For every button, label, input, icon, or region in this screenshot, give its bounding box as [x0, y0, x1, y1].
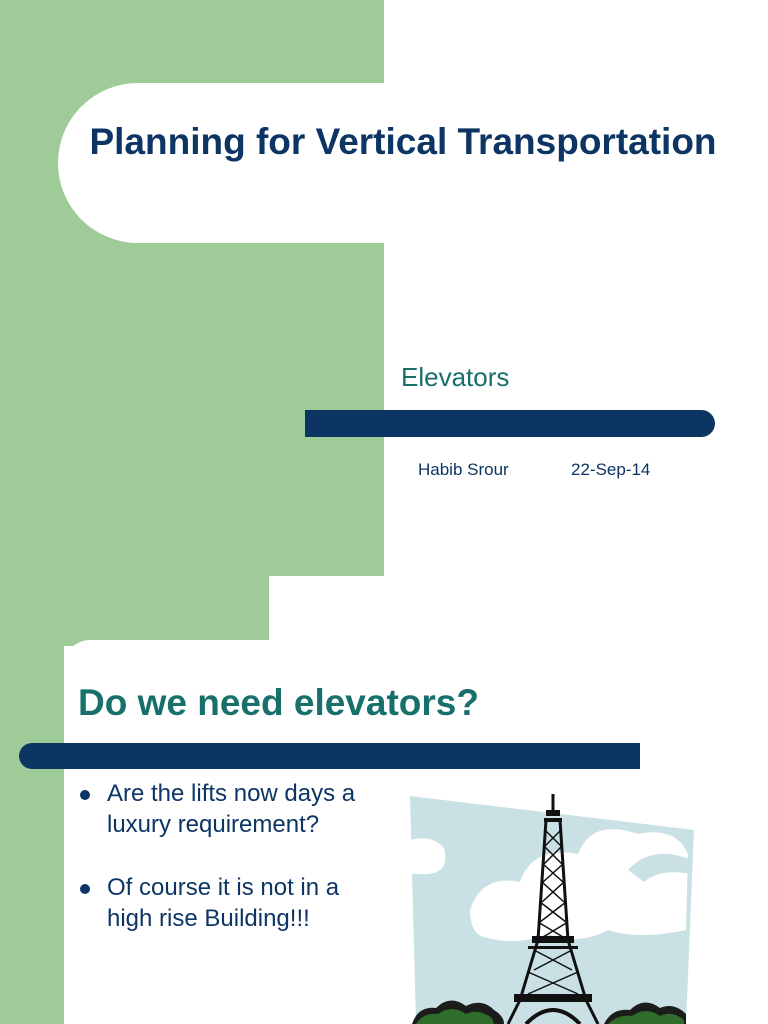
- slide-title: Planning for Vertical Transportation: [89, 121, 717, 162]
- bullet-text: Of course it is not in a high rise Building!!!: [107, 874, 340, 932]
- slide-subtitle: Elevators: [401, 362, 510, 392]
- accent-bar: [305, 410, 715, 437]
- green-left-panel: [0, 576, 64, 1024]
- date-label: 22-Sep-14: [571, 460, 651, 479]
- bullet-item: [80, 872, 390, 934]
- bullet-icon: [80, 790, 90, 800]
- bullet-text: Are the lifts now days a luxury requirement?: [107, 780, 356, 838]
- eiffel-tower-image: [408, 790, 698, 1024]
- bullet-item: [80, 778, 390, 840]
- content-slide-title: Do we need elevators?: [78, 682, 479, 723]
- bullet-icon: [80, 884, 90, 894]
- bullet-list: [80, 778, 390, 966]
- author-label: Habib Srour: [418, 460, 509, 479]
- title-box: [58, 83, 768, 243]
- accent-bar: [19, 743, 640, 769]
